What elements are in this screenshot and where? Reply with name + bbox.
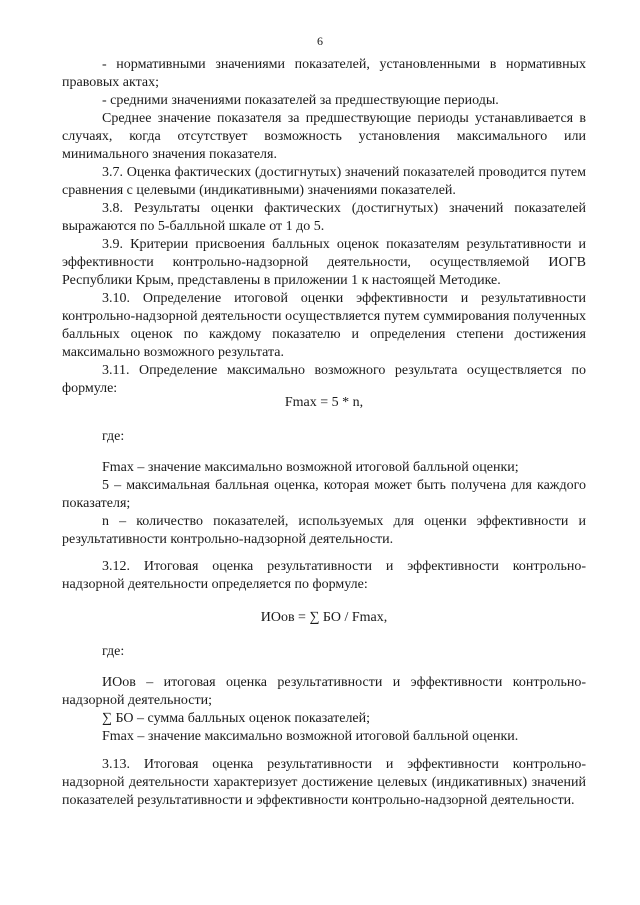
paragraph-3-12: 3.12. Итоговая оценка результативности и эффективности контрольно-надзорной деятельности определяется по формуле: bbox=[62, 559, 586, 592]
formula-fmax-block bbox=[62, 394, 586, 412]
formula-fmax: Fmax = 5 * n, bbox=[284, 395, 364, 410]
page-number: 6 bbox=[317, 34, 323, 48]
definition-n: n – количество показателей, используемых для оценки эффективности и результативности контрольно-надзорной деятельности. bbox=[62, 514, 586, 547]
paragraph-3-13-block bbox=[62, 756, 586, 810]
definition-fmax: Fmax – значение максимально возможной итоговой балльной оценки; bbox=[102, 460, 519, 475]
paragraph-3-9: 3.9. Критерии присвоения балльных оценок показателям результативности и эффективности контрольно-надзорной деятельности, осуществляемой ИОГВ Республики Крым, представлены в приложении 1 к настоящей Методике. bbox=[62, 237, 586, 288]
paragraph-3-12-block bbox=[62, 558, 586, 594]
where-label-1: где: bbox=[102, 429, 125, 444]
paragraph-average-values: - средними значениями показателей за предшествующие периоды. bbox=[102, 93, 499, 108]
formula-iov-block bbox=[62, 609, 586, 627]
definitions-block-2 bbox=[62, 674, 586, 746]
body-section-upper bbox=[62, 56, 586, 398]
definition-sum-bo: ∑ БО – сумма балльных оценок показателей; bbox=[102, 711, 371, 726]
where-label-2: где: bbox=[102, 644, 125, 659]
formula-iov: ИОов = ∑ БО / Fmax, bbox=[260, 610, 388, 625]
paragraph-average-value-note: Среднее значение показателя за предшествующие периоды устанавливается в случаях, когда отсутствует возможность установления максимального или минимального значения показателя. bbox=[62, 111, 586, 162]
paragraph-3-8: 3.8. Результаты оценки фактических (достигнутых) значений показателей выражаются по 5-балльной шкале от 1 до 5. bbox=[62, 201, 586, 234]
where-label-block-1 bbox=[62, 428, 586, 446]
paragraph-3-13: 3.13. Итоговая оценка результативности и эффективности контрольно-надзорной деятельности характеризует достижение целевых (индикативных) значений показателей результативности и эффективности контрольно-надзорной деятельности. bbox=[62, 757, 586, 808]
paragraph-normative-values: - нормативными значениями показателей, установленными в нормативных правовых актах; bbox=[62, 57, 586, 90]
paragraph-3-7: 3.7. Оценка фактических (достигнутых) значений показателей проводится путем сравнения с целевыми (индикативными) значениями показателей. bbox=[62, 165, 586, 198]
definition-five: 5 – максимальная балльная оценка, которая может быть получена для каждого показателя; bbox=[62, 478, 586, 511]
paragraph-3-11: 3.11. Определение максимально возможного результата осуществляется по формуле: bbox=[62, 363, 586, 396]
definition-fmax-2: Fmax – значение максимально возможной итоговой балльной оценки. bbox=[102, 729, 519, 744]
paragraph-3-10: 3.10. Определение итоговой оценки эффективности и результативности контрольно-надзорной деятельности осуществляется путем суммирования полученных балльных оценок по каждому показателю и определения степени достижения максимально возможного результата. bbox=[62, 291, 586, 360]
definition-iov: ИОов – итоговая оценка результативности и эффективности контрольно-надзорной деятельности; bbox=[62, 675, 586, 708]
where-label-block-2 bbox=[62, 643, 586, 661]
definitions-block-1 bbox=[62, 459, 586, 549]
